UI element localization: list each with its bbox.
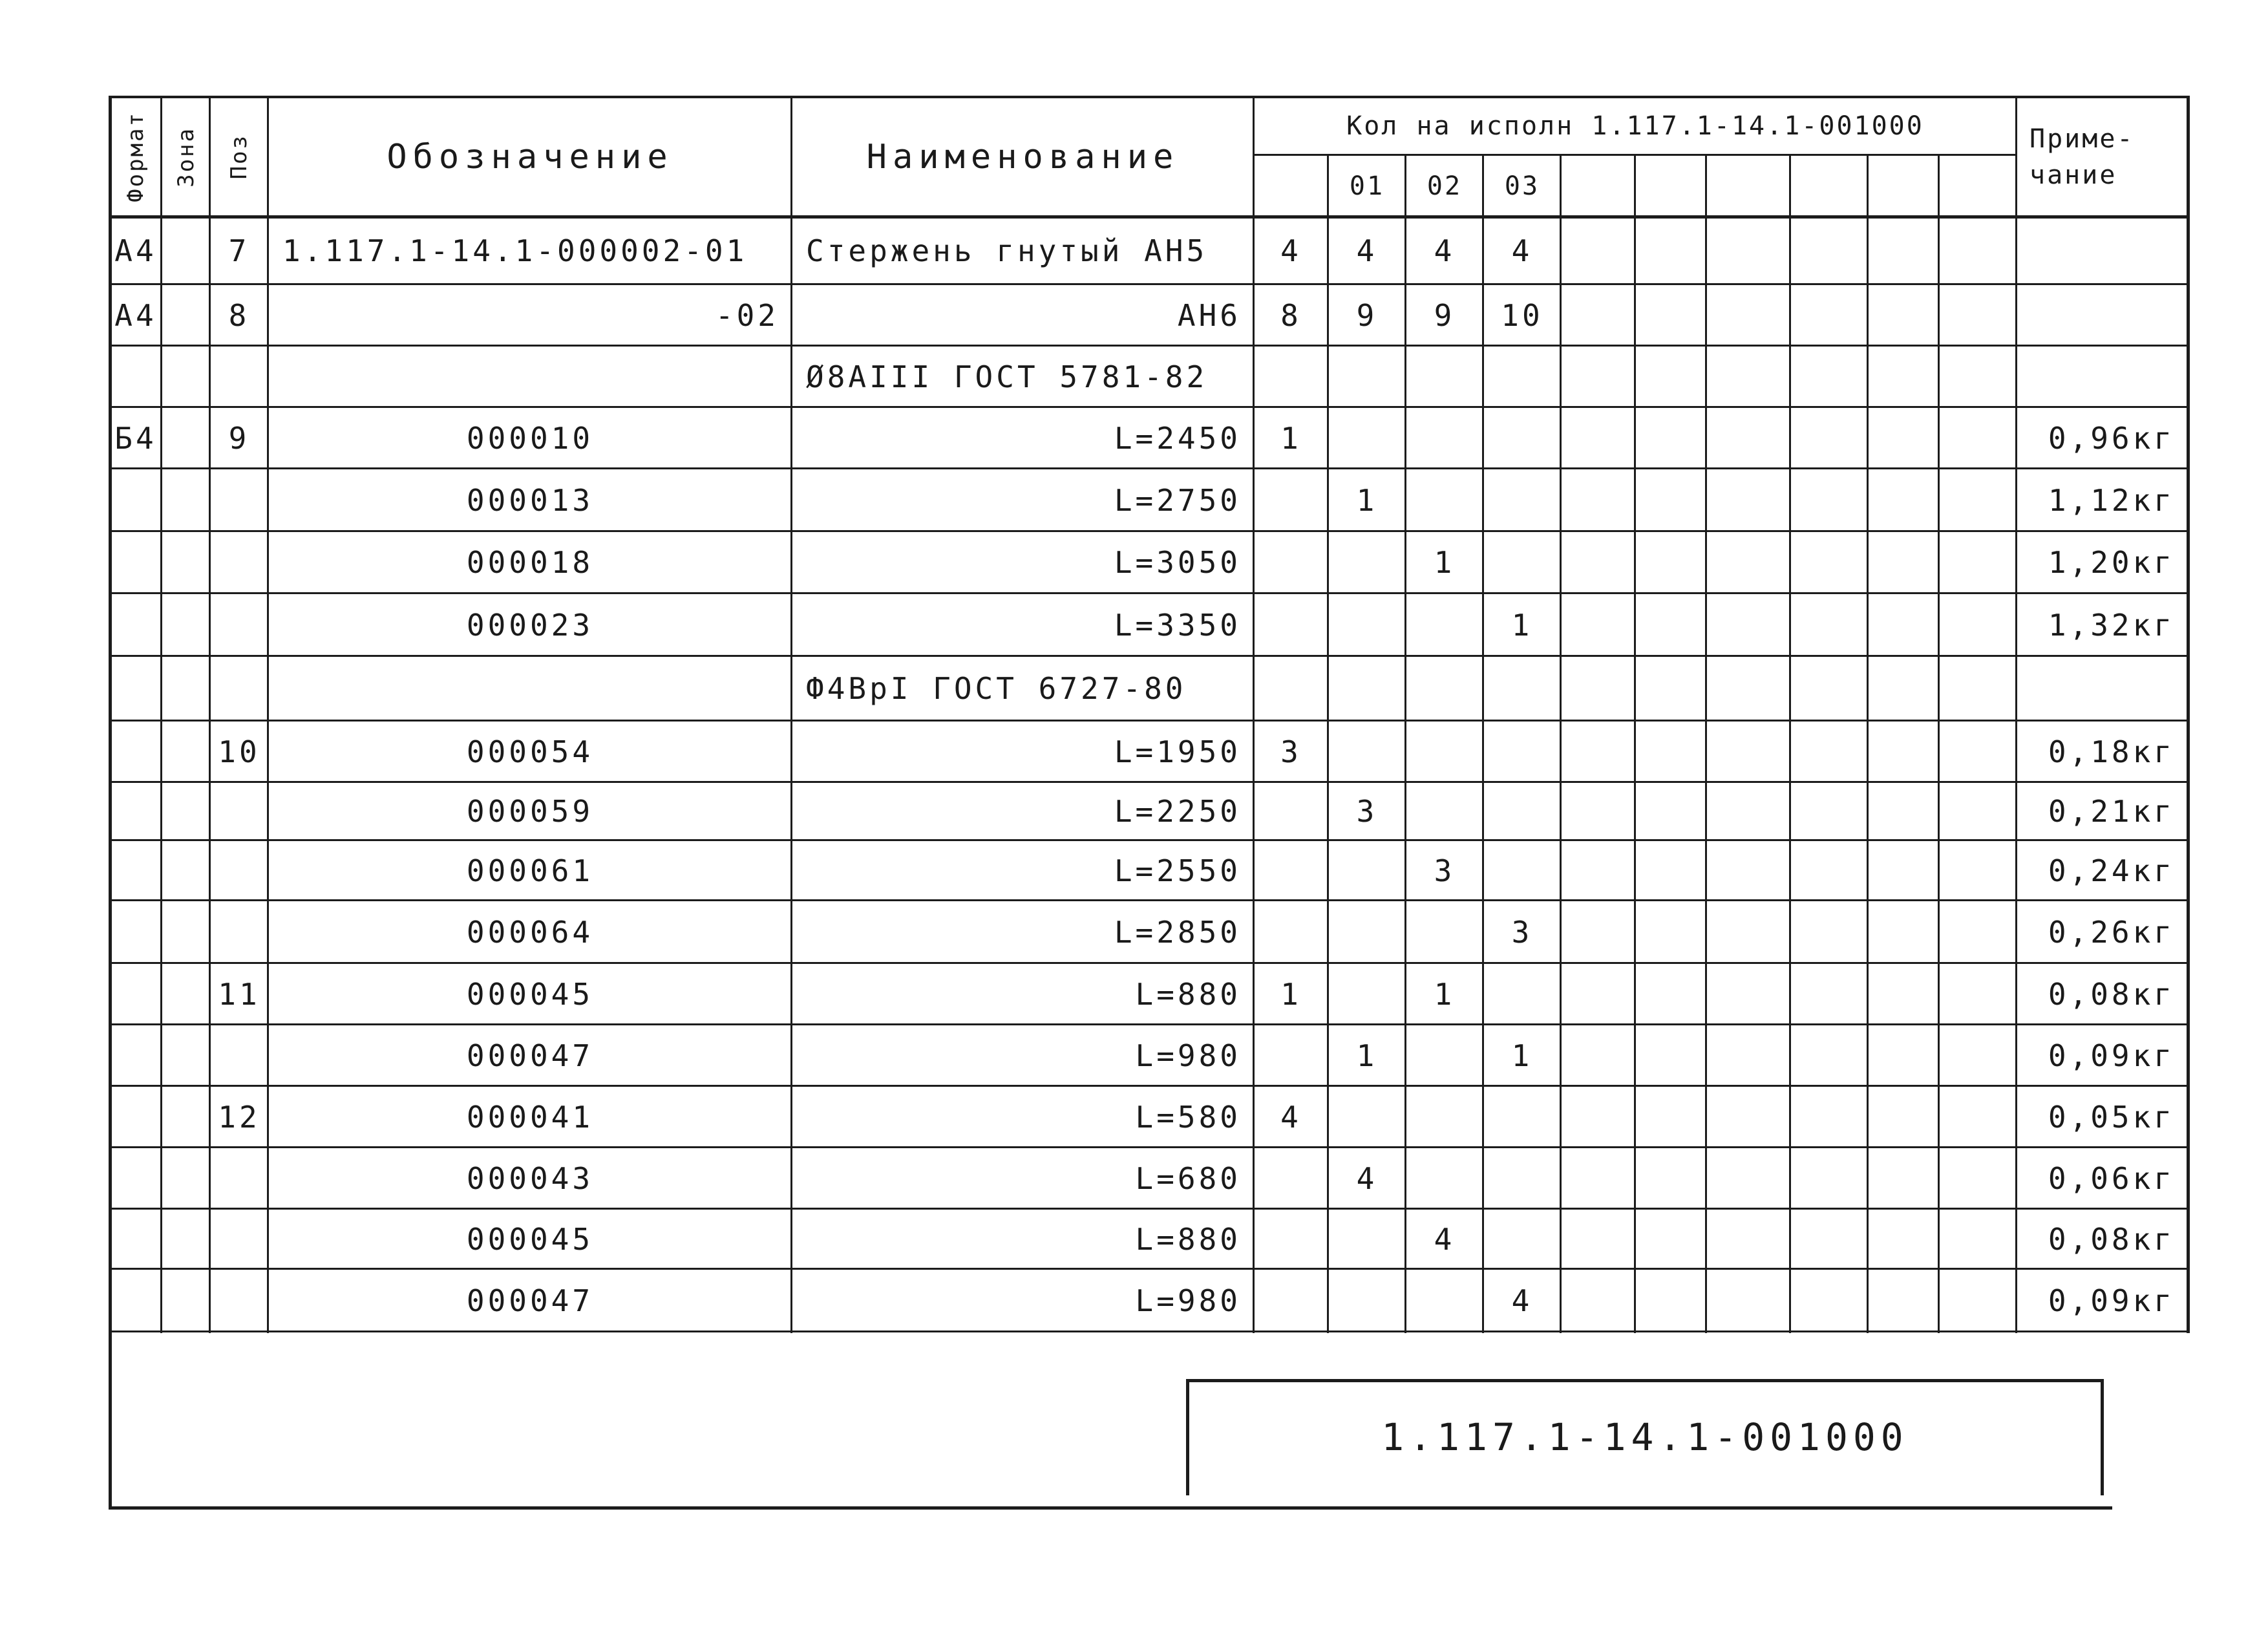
column-divider [790, 96, 792, 1333]
row-designation: 000013 [466, 482, 594, 518]
row-qty-0: 1 [1280, 420, 1302, 456]
row-qty-3 [1483, 346, 1561, 407]
row-designation [268, 346, 792, 407]
row-qty-1 [1328, 963, 1406, 1025]
row-qty-0 [1254, 782, 1328, 840]
row-format [110, 656, 162, 721]
row-qty-3 [1483, 1086, 1561, 1148]
row-format [110, 963, 162, 1025]
row-qty-0 [1254, 593, 1328, 656]
row-divider [110, 345, 2188, 347]
row-format [110, 593, 162, 656]
row-designation: 000064 [466, 914, 594, 950]
row-format [110, 531, 162, 593]
row-qty-1 [1328, 901, 1406, 963]
row-qty-1: 9 [1356, 297, 1378, 333]
row-qty-3: 4 [1511, 233, 1533, 268]
row-divider [110, 655, 2188, 657]
row-qty-3 [1483, 840, 1561, 901]
row-name: L=2450 [1114, 420, 1241, 456]
row-designation: 000043 [466, 1160, 594, 1196]
row-qty-3: 1 [1511, 1038, 1533, 1073]
row-note: 0,21кг [2048, 794, 2175, 829]
row-name: Стержень гнутый АН5 [806, 233, 1208, 268]
row-qty-0 [1254, 840, 1328, 901]
row-qty-1 [1328, 593, 1406, 656]
row-qty-2 [1406, 1269, 1483, 1332]
row-note [2017, 217, 2188, 284]
row-qty-1: 4 [1356, 233, 1378, 268]
row-format [110, 1269, 162, 1332]
row-note: 0,05кг [2048, 1099, 2175, 1135]
row-qty-1 [1328, 531, 1406, 593]
row-qty-3: 4 [1511, 1283, 1533, 1318]
column-divider [1404, 154, 1406, 1333]
row-pos: 8 [228, 297, 250, 333]
column-divider [267, 96, 269, 1333]
column-divider [2187, 96, 2190, 1333]
row-designation [268, 656, 792, 721]
row-designation: 000047 [466, 1283, 594, 1318]
row-designation: 000041 [466, 1099, 594, 1135]
row-name: L=980 [1135, 1038, 1241, 1073]
row-qty-3: 3 [1511, 914, 1533, 950]
row-qty-1: 4 [1356, 1160, 1378, 1196]
row-designation: -02 [715, 297, 779, 333]
column-divider [1327, 154, 1329, 1333]
row-name: АН6 [1177, 297, 1241, 333]
header-format [110, 97, 162, 217]
row-qty-0 [1254, 656, 1328, 721]
row-qty-2 [1406, 407, 1483, 469]
row-qty-3 [1483, 531, 1561, 593]
row-format [110, 1025, 162, 1086]
row-name: L=880 [1135, 976, 1241, 1012]
row-note: 0,08кг [2048, 976, 2175, 1012]
row-qty-0: 4 [1280, 233, 1302, 268]
row-designation: 1.117.1-14.1-000002-01 [282, 233, 748, 268]
row-qty-0 [1254, 1269, 1328, 1332]
row-qty-2: 1 [1434, 976, 1456, 1012]
row-designation: 000045 [466, 1221, 594, 1257]
header-variant-0 [1254, 155, 1328, 217]
row-qty-1: 1 [1356, 1038, 1378, 1073]
row-name: L=1950 [1114, 734, 1241, 769]
row-note: 1,12кг [2048, 482, 2175, 518]
row-qty-0: 8 [1280, 297, 1302, 333]
row-name: L=680 [1135, 1160, 1241, 1196]
header-qty-title: Кол на исполн 1.117.1-14.1-001000 [1346, 111, 1924, 141]
row-format [110, 469, 162, 531]
row-pos [210, 1209, 268, 1269]
row-pos [210, 782, 268, 840]
row-note: 0,26кг [2048, 914, 2175, 950]
header-pos-label: Поз [226, 134, 252, 180]
row-divider [110, 1023, 2188, 1025]
row-qty-2 [1406, 1086, 1483, 1148]
row-divider [110, 530, 2188, 532]
row-pos [210, 1025, 268, 1086]
header-note: Приме- чание [2030, 123, 2135, 190]
row-divider [110, 1268, 2188, 1270]
row-pos: 11 [218, 976, 260, 1012]
row-qty-3 [1483, 469, 1561, 531]
row-qty-1: 1 [1356, 482, 1378, 518]
row-qty-0 [1254, 531, 1328, 593]
row-qty-2: 9 [1434, 297, 1456, 333]
row-qty-1 [1328, 1269, 1406, 1332]
row-note: 1,32кг [2048, 607, 2175, 643]
row-format [110, 1086, 162, 1148]
row-qty-0: 3 [1280, 734, 1302, 769]
row-note: 0,06кг [2048, 1160, 2175, 1196]
row-divider [110, 962, 2188, 964]
row-divider [110, 1146, 2188, 1148]
row-pos [210, 469, 268, 531]
row-qty-2 [1406, 782, 1483, 840]
row-divider [110, 283, 2188, 285]
row-qty-2 [1406, 1025, 1483, 1086]
table-top-border [110, 96, 2188, 98]
row-qty-2 [1406, 901, 1483, 963]
column-divider [1938, 154, 1940, 1333]
row-designation: 000054 [466, 734, 594, 769]
row-qty-0 [1254, 346, 1328, 407]
row-format [110, 1209, 162, 1269]
row-qty-1 [1328, 840, 1406, 901]
row-pos [210, 531, 268, 593]
header-zone [162, 97, 210, 217]
row-pos: 12 [218, 1099, 260, 1135]
row-qty-2: 3 [1434, 853, 1456, 888]
header-format-label: Формат [123, 111, 149, 202]
row-qty-3 [1483, 656, 1561, 721]
row-pos [210, 901, 268, 963]
row-qty-2 [1406, 656, 1483, 721]
row-qty-0 [1254, 901, 1328, 963]
row-qty-1 [1328, 1086, 1406, 1148]
row-designation: 000010 [466, 420, 594, 456]
row-qty-0 [1254, 1209, 1328, 1269]
column-divider [1705, 154, 1707, 1333]
row-qty-2 [1406, 469, 1483, 531]
column-divider [2015, 96, 2017, 1333]
row-format [110, 1148, 162, 1209]
row-pos: 10 [218, 734, 260, 769]
row-qty-3 [1483, 1148, 1561, 1209]
row-divider [110, 1208, 2188, 1210]
row-qty-3 [1483, 1209, 1561, 1269]
header-variant-2: 02 [1426, 171, 1463, 201]
row-note [2017, 284, 2188, 346]
row-pos [210, 656, 268, 721]
column-divider [160, 96, 162, 1333]
row-designation: 000047 [466, 1038, 594, 1073]
row-divider [110, 839, 2188, 841]
row-format [110, 840, 162, 901]
row-qty-2 [1406, 593, 1483, 656]
row-qty-2: 4 [1434, 1221, 1456, 1257]
header-designation: Обозначение [387, 137, 673, 176]
row-note [2017, 346, 2188, 407]
row-divider [110, 899, 2188, 901]
row-qty-0 [1254, 1148, 1328, 1209]
row-qty-1: 3 [1356, 794, 1378, 829]
row-pos [210, 346, 268, 407]
row-name: L=3350 [1114, 607, 1241, 643]
row-qty-1 [1328, 721, 1406, 782]
row-format [110, 346, 162, 407]
row-name: Ø8АIII ГОСТ 5781-82 [806, 359, 1208, 394]
row-qty-0 [1254, 469, 1328, 531]
header-name: Наименование [866, 137, 1180, 176]
row-divider [110, 215, 2188, 219]
row-format: Б4 [114, 420, 157, 456]
column-divider [1560, 154, 1562, 1333]
row-pos [210, 1269, 268, 1332]
row-qty-2 [1406, 1148, 1483, 1209]
row-format: А4 [114, 233, 157, 268]
row-name: L=580 [1135, 1099, 1241, 1135]
row-name: L=2250 [1114, 794, 1241, 829]
row-designation: 000059 [466, 794, 594, 829]
row-name: L=3050 [1114, 545, 1241, 580]
row-divider [110, 467, 2188, 469]
row-qty-2 [1406, 721, 1483, 782]
row-name: L=880 [1135, 1221, 1241, 1257]
row-divider [110, 720, 2188, 721]
row-divider [110, 1331, 2188, 1332]
row-note: 0,18кг [2048, 734, 2175, 769]
column-divider [1634, 154, 1636, 1333]
row-qty-2: 1 [1434, 545, 1456, 580]
row-qty-0: 4 [1280, 1099, 1302, 1135]
row-format: А4 [114, 297, 157, 333]
column-divider [1867, 154, 1869, 1333]
row-qty-3: 1 [1511, 607, 1533, 643]
row-name: L=2550 [1114, 853, 1241, 888]
row-pos [210, 593, 268, 656]
row-pos [210, 840, 268, 901]
row-pos: 9 [228, 420, 250, 456]
row-note: 0,09кг [2048, 1283, 2175, 1318]
row-note: 0,08кг [2048, 1221, 2175, 1257]
row-designation: 000061 [466, 853, 594, 888]
column-divider [209, 96, 211, 1333]
column-divider [1253, 96, 1255, 1333]
row-designation: 000018 [466, 545, 594, 580]
row-pos [210, 1148, 268, 1209]
row-qty-3 [1483, 963, 1561, 1025]
row-qty-1 [1328, 656, 1406, 721]
row-designation: 000045 [466, 976, 594, 1012]
row-divider [110, 592, 2188, 594]
row-qty-1 [1328, 346, 1406, 407]
row-name: Ф4ВрI ГОСТ 6727-80 [806, 671, 1187, 706]
row-note: 0,96кг [2048, 420, 2175, 456]
frame-bottom [109, 1506, 2112, 1510]
row-note: 0,24кг [2048, 853, 2175, 888]
row-note: 0,09кг [2048, 1038, 2175, 1073]
header-variant-3: 03 [1504, 171, 1540, 201]
row-qty-2 [1406, 346, 1483, 407]
row-qty-3 [1483, 407, 1561, 469]
row-name: L=980 [1135, 1283, 1241, 1318]
row-divider [110, 406, 2188, 408]
frame-left [109, 96, 112, 1508]
column-divider [1789, 154, 1791, 1333]
row-qty-1 [1328, 407, 1406, 469]
column-divider [1482, 154, 1484, 1333]
row-pos: 7 [228, 233, 250, 268]
row-note: 1,20кг [2048, 545, 2175, 580]
row-qty-0: 1 [1280, 976, 1302, 1012]
row-qty-2: 4 [1434, 233, 1456, 268]
stamp-code: 1.117.1-14.1-001000 [1381, 1415, 1909, 1459]
row-qty-3 [1483, 721, 1561, 782]
row-format [110, 782, 162, 840]
row-divider [110, 781, 2188, 783]
row-note [2017, 656, 2188, 721]
row-qty-3: 10 [1501, 297, 1543, 333]
row-name: L=2750 [1114, 482, 1241, 518]
header-pos [210, 97, 268, 217]
row-designation: 000023 [466, 607, 594, 643]
header-zone-label: Зона [173, 126, 199, 187]
row-qty-0 [1254, 1025, 1328, 1086]
row-format [110, 721, 162, 782]
row-format [110, 901, 162, 963]
row-divider [110, 1085, 2188, 1087]
row-qty-1 [1328, 1209, 1406, 1269]
row-name: L=2850 [1114, 914, 1241, 950]
header-variant-1: 01 [1349, 171, 1385, 201]
row-qty-3 [1483, 782, 1561, 840]
